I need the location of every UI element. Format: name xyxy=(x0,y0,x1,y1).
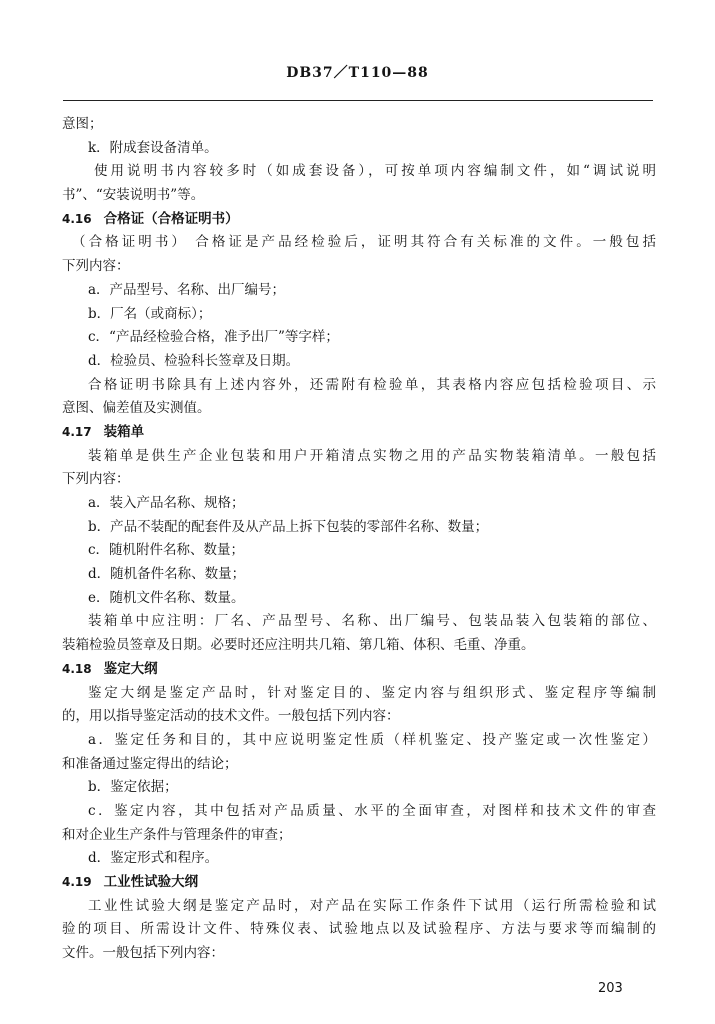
text-line: 和准备通过鉴定得出的结论； xyxy=(62,755,238,772)
paragraph-line: 装箱单中应注明：厂名、产品型号、名称、出厂编号、包装品装入包装箱的部位、 xyxy=(88,613,656,630)
list-item-b: b．鉴定依据； xyxy=(88,779,178,796)
text-line: 文件。一般包括下列内容： xyxy=(62,945,224,962)
section-heading-4-18 xyxy=(62,658,656,682)
list-item-b: b．产品不装配的配套件及从产品上拆下包装的零部件名称、数量； xyxy=(88,518,489,535)
paragraph-line: 合格证明书除具有上述内容外，还需附有检验单，其表格内容应包括检验项目、示 xyxy=(88,376,656,393)
paragraph-line: 使用说明书内容较多时（如成套设备），可按单项内容编制文件，如“调试说明 xyxy=(94,163,656,180)
paragraph-line: 鉴定大纲是鉴定产品时，针对鉴定目的、鉴定内容与组织形式、鉴定程序等编制 xyxy=(88,684,656,701)
page-number: 203 xyxy=(598,981,623,996)
list-item-a: a．装入产品名称、规格； xyxy=(88,495,245,511)
paragraph-line: （合格证明书） 合格证是产品经检验后，证明其符合有关标准的文件。一般包括 xyxy=(72,234,656,251)
list-item-b: b．厂名（或商标）； xyxy=(88,305,212,322)
text-line: 的，用以指导鉴定活动的技术文件。一般包括下列内容： xyxy=(62,708,400,725)
paragraph-line: 验的项目、所需设计文件、特殊仪表、试验地点以及试验程序、方法与要求等而编制的 xyxy=(62,921,656,938)
paragraph-line: 工业性试验大纲是鉴定产品时，对产品在实际工作条件下试用（运行所需检验和试 xyxy=(88,897,656,914)
section-heading-4-17 xyxy=(62,421,656,445)
list-item-k: k．附成套设备清单。 xyxy=(88,139,218,156)
text-line: 和对企业生产条件与管理条件的审查； xyxy=(62,826,292,843)
list-item-d: d．随机备件名称、数量； xyxy=(88,566,246,583)
section-number: 4.19 xyxy=(62,875,92,889)
section-title: 鉴定大纲 xyxy=(103,660,158,677)
section-title: 装箱单 xyxy=(103,423,145,440)
list-item-c: c．“产品经检验合格，准予出厂”等字样； xyxy=(88,329,339,346)
section-title: 合格证（合格证明书） xyxy=(103,210,239,227)
section-heading-4-19 xyxy=(62,871,656,895)
section-title: 工业性试验大纲 xyxy=(103,874,199,890)
section-number: 4.18 xyxy=(62,661,92,676)
list-item-c: c．鉴定内容，其中包括对产品质量、水平的全面审查，对图样和技术文件的审查 xyxy=(88,802,656,819)
text-line: 意图； xyxy=(62,116,103,132)
document-body xyxy=(62,113,656,966)
list-item-d: d．检验员、检验科长签章及日期。 xyxy=(88,352,300,369)
section-heading-4-16 xyxy=(62,208,656,232)
text-line: 下列内容： xyxy=(62,258,130,275)
text-line: 下列内容： xyxy=(62,471,130,488)
list-item-e: e．随机文件名称、数量。 xyxy=(88,589,245,606)
header-rule xyxy=(63,100,653,101)
paragraph-line: 装箱单是供生产企业包装和用户开箱清点实物之用的产品实物装箱清单。一般包括 xyxy=(88,447,656,464)
list-item-c: c．随机附件名称、数量； xyxy=(88,542,245,559)
section-number: 4.16 xyxy=(62,211,92,226)
list-item-a: a．鉴定任务和目的，其中应说明鉴定性质（样机鉴定、投产鉴定或一次性鉴定） xyxy=(88,731,656,748)
text-line: 意图、偏差值及实测值。 xyxy=(62,400,211,417)
text-line: 装箱检验员签章及日期。必要时还应注明共几箱、第几箱、体积、毛重、净重。 xyxy=(62,637,535,654)
page-header: DB37／T110—88 xyxy=(286,65,429,81)
list-item-d: d．鉴定形式和程序。 xyxy=(88,850,219,867)
text-line: 书”、“安装说明书”等。 xyxy=(62,187,205,204)
section-number: 4.17 xyxy=(62,424,92,439)
list-item-a: a．产品型号、名称、出厂编号； xyxy=(88,281,286,298)
